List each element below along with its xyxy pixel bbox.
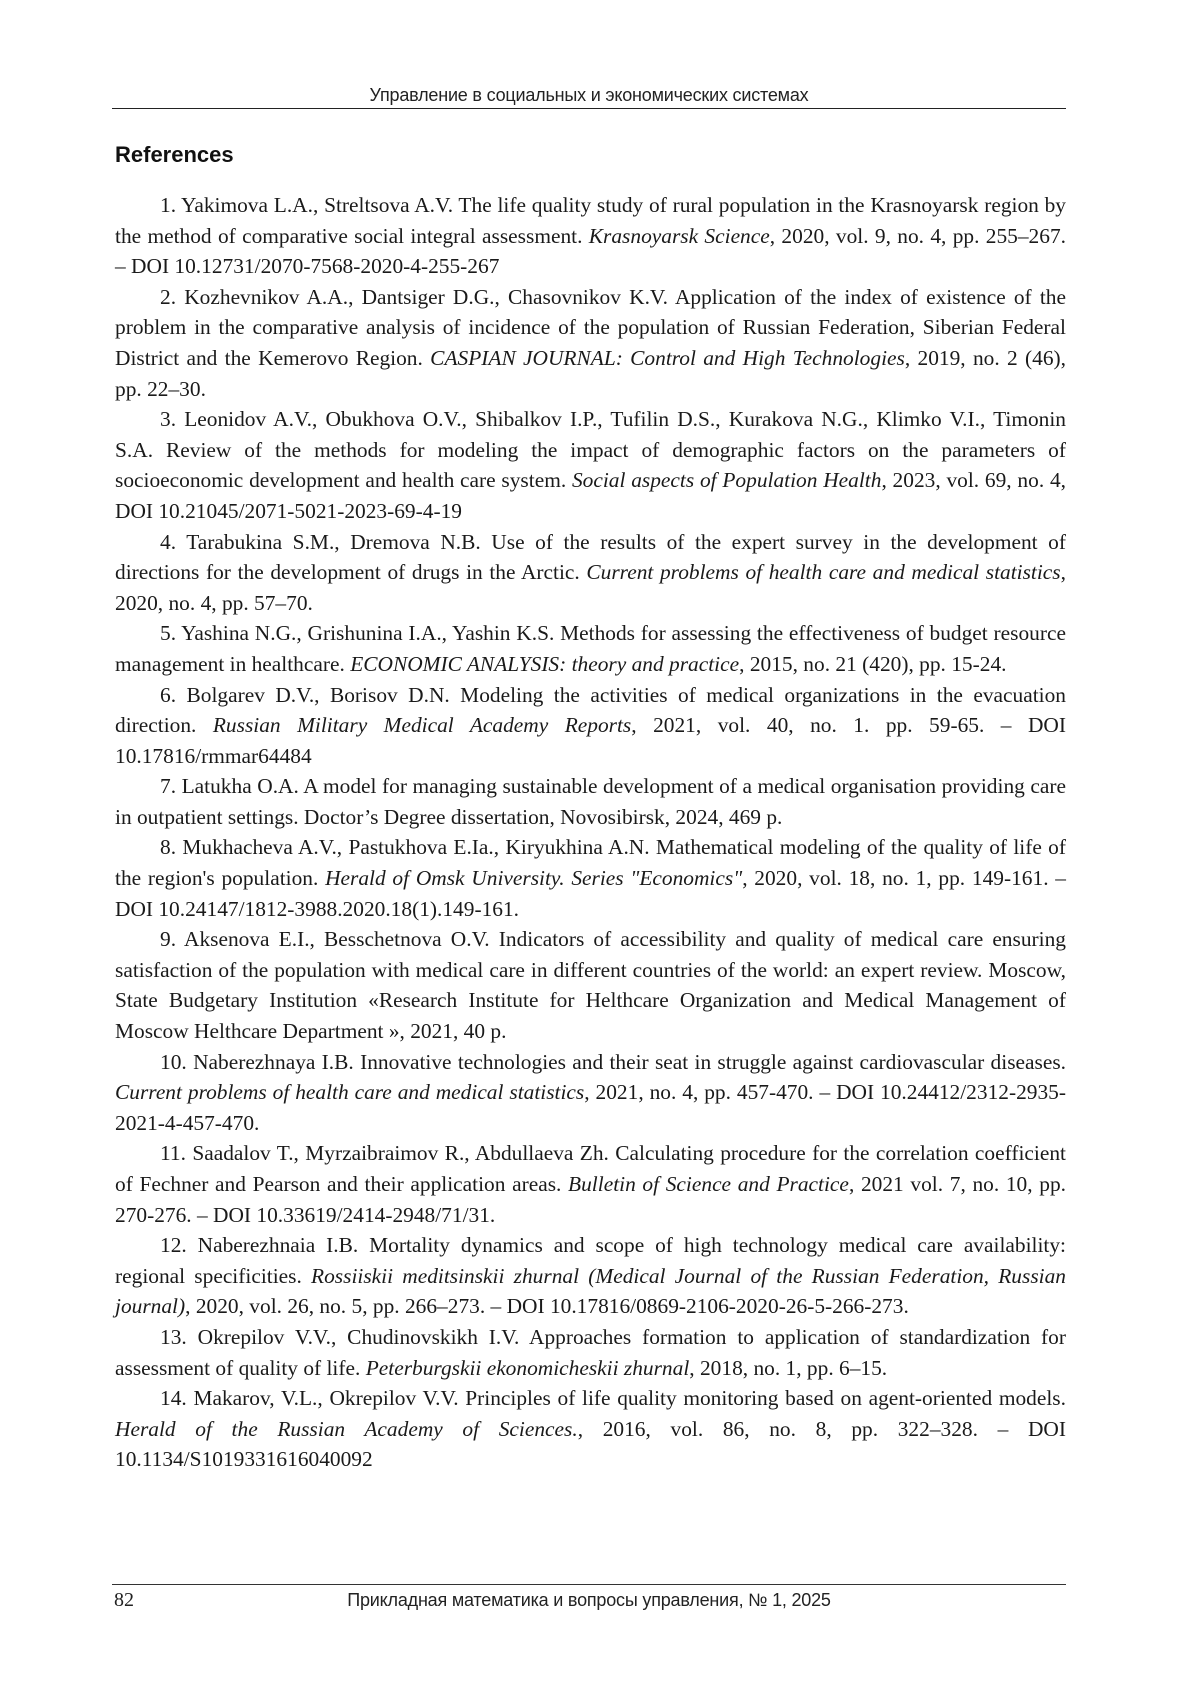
reference-journal: Russian Military Medical Academy Reports	[212, 713, 632, 738]
reference-item	[115, 404, 1066, 526]
reference-details: , 2021, no. 4, pp. 457-470. – DOI 10.24412/2312-2935-2021-4-457-470.	[115, 1080, 1066, 1135]
reference-journal: Herald of Omsk University. Series "Economics"	[325, 866, 743, 891]
reference-item	[115, 1383, 1066, 1475]
reference-list	[115, 190, 1066, 1475]
reference-journal: Bulletin of Science and Practice	[568, 1172, 849, 1196]
reference-body: Aksenova E.I., Besschetnova O.V. Indicators of accessibility and quality of medical care ensuring satisfaction of the population with medical care in different countries of the world: an expert review. Moscow, State Budgetary Institution «Research Institute for Helthcare Organization and Medical Management of Moscow Helthcare Department », 2021, 40 p.	[115, 927, 1066, 1044]
reference-body: Okrepilov V.V., Chudinovskikh I.V. Approaches formation to application of standardization for assessment of quality of life.	[115, 1324, 1066, 1380]
reference-body: Tarabukina S.M., Dremova N.B. Use of the results of the expert survey in the development of directions for the development of drugs in the Arctic.	[115, 529, 1066, 585]
reference-number: 5.	[160, 621, 177, 646]
reference-number: 14.	[160, 1386, 187, 1411]
reference-body: Yakimova L.A., Streltsova A.V. The life quality study of rural population in the Krasnoyarsk region by the method of comparative social integral assessment.	[115, 193, 1066, 248]
reference-number: 1.	[160, 193, 177, 217]
running-header: Управление в социальных и экономических системах	[369, 85, 809, 105]
reference-journal: ECONOMIC ANALYSIS: theory and practice	[350, 651, 740, 676]
reference-body: Makarov, V.L., Okrepilov V.V. Principles of life quality monitoring based on agent-oriented models.	[193, 1386, 1066, 1411]
reference-item	[115, 618, 1066, 679]
reference-details: , 2020, vol. 9, no. 4, pp. 255–267. – DOI 10.12731/2070-7568-2020-4-255-267	[115, 223, 1066, 279]
reference-details: , 2018, no. 1, pp. 6–15.	[689, 1355, 888, 1380]
reference-details: , 2020, vol. 26, no. 5, pp. 266–273. – DOI 10.17816/0869-2106-2020-26-5-266-273.	[185, 1294, 909, 1319]
reference-body: Kozhevnikov A.A., Dantsiger D.G., Chasovnikov K.V. Application of the index of existence of the problem in the comparative analysis of incidence of the population of Russian Federation, Siberian Federal District and the Kemerovo Region.	[115, 284, 1066, 370]
reference-item	[115, 680, 1066, 772]
reference-journal: Krasnoyarsk Science	[588, 223, 770, 248]
reference-body: Saadalov T., Myrzaibraimov R., Abdullaeva Zh. Calculating procedure for the correlation coefficient of Fechner and Pearson and their application areas.	[115, 1141, 1066, 1196]
reference-journal: Herald of the Russian Academy of Sciences.	[115, 1416, 578, 1441]
section-title: References	[115, 142, 234, 167]
header-rule	[112, 108, 1066, 109]
reference-number: 3.	[160, 407, 177, 432]
reference-details: , 2019, no. 2 (46), pp. 22–30.	[115, 345, 1066, 401]
reference-item	[115, 282, 1066, 404]
reference-details: , 2021 vol. 7, no. 10, pp. 270-276. – DOI 10.33619/2414-2948/71/31.	[115, 1172, 1067, 1227]
reference-body: Mukhacheva A.V., Pastukhova E.Ia., Kiryukhina A.N. Mathematical modeling of the quality of life of the region's population.	[115, 835, 1066, 891]
reference-item	[115, 1322, 1066, 1383]
reference-item	[115, 190, 1066, 282]
reference-body: Yashina N.G., Grishunina I.A., Yashin K.S. Methods for assessing the effectiveness of budget resource management in healthcare.	[115, 621, 1066, 676]
reference-journal: CASPIAN JOURNAL: Control and High Technologies	[430, 345, 905, 370]
reference-number: 12.	[160, 1233, 187, 1258]
reference-body: Leonidov A.V., Obukhova O.V., Shibalkov I.P., Tufilin D.S., Kurakova N.G., Klimko V.I., Timonin S.A. Review of the methods for modeling the impact of demographic factors on the parameters of socioeconomic development and health care system.	[115, 407, 1066, 493]
reference-number: 6.	[160, 682, 177, 707]
reference-item	[115, 1047, 1066, 1139]
reference-details: , 2020, no. 4, pp. 57–70.	[115, 560, 1066, 615]
reference-journal: Current problems of health care and medical statistics	[586, 560, 1061, 585]
reference-number: 7.	[160, 774, 177, 799]
reference-item	[115, 527, 1066, 619]
reference-number: 10.	[160, 1049, 187, 1074]
reference-body: Bolgarev D.V., Borisov D.N. Modeling the activities of medical organizations in the evacuation direction.	[115, 682, 1066, 738]
reference-details: , 2023, vol. 69, no. 4, DOI 10.21045/2071-5021-2023-69-4-19	[115, 468, 1066, 523]
reference-item	[115, 1138, 1066, 1230]
reference-journal: Rossiiskii meditsinskii zhurnal (Medical Journal of the Russian Federation, Russian journal)	[115, 1263, 1066, 1319]
reference-number: 2.	[160, 284, 177, 309]
reference-body: Naberezhnaia I.B. Mortality dynamics and scope of high technology medical care availability: regional specificities.	[115, 1233, 1066, 1288]
reference-item	[115, 924, 1066, 1046]
reference-number: 8.	[160, 835, 177, 860]
reference-details: , 2016, vol. 86, no. 8, pp. 322–328. – DOI 10.1134/S1019331616040092	[115, 1416, 1066, 1472]
reference-number: 9.	[160, 927, 177, 952]
reference-number: 4.	[160, 529, 177, 554]
reference-item	[115, 1230, 1066, 1322]
reference-number: 13.	[160, 1324, 187, 1349]
reference-item	[115, 832, 1066, 924]
reference-journal: Peterburgskii ekonomicheskii zhurnal	[365, 1355, 690, 1380]
reference-details: , 2015, no. 21 (420), pp. 15-24.	[739, 651, 1007, 676]
reference-item	[115, 771, 1066, 832]
page-number: 82	[114, 1589, 134, 1611]
reference-details: , 2020, vol. 18, no. 1, pp. 149-161. – DOI 10.24147/1812-3988.2020.18(1).149-161.	[115, 866, 1066, 921]
reference-journal: Current problems of health care and medical statistics	[115, 1080, 585, 1105]
reference-details: , 2021, vol. 40, no. 1. pp. 59-65. – DOI 10.17816/rmmar64484	[115, 713, 1066, 768]
reference-body: Naberezhnaya I.B. Innovative technologies and their seat in struggle against cardiovascular diseases.	[193, 1049, 1066, 1074]
reference-body: Latukha O.A. A model for managing sustainable development of a medical organisation providing care in outpatient settings. Doctor’s Degree dissertation, Novosibirsk, 2024, 469 p.	[115, 774, 1066, 829]
footer-rule	[112, 1584, 1066, 1585]
reference-journal: Social aspects of Population Health	[571, 468, 882, 493]
reference-number: 11.	[160, 1141, 186, 1166]
running-footer: Прикладная математика и вопросы управления, № 1, 2025	[347, 1590, 831, 1610]
